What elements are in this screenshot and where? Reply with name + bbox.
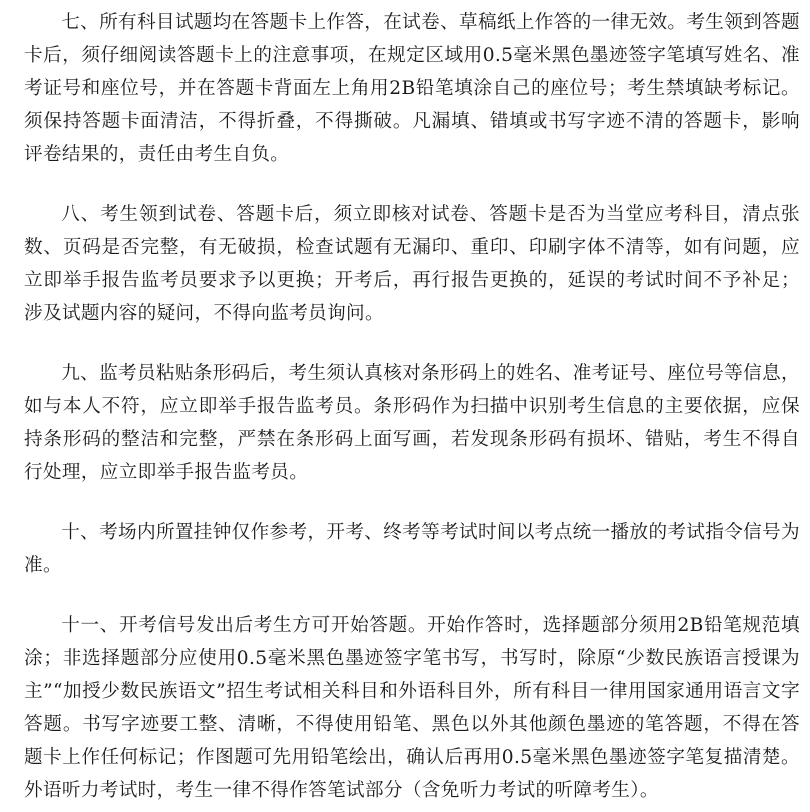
rule-paragraph-10: 十、考场内所置挂钟仅作参考，开考、终考等考试时间以考点统一播放的考试指令信号为准。	[24, 522, 800, 576]
rule-paragraph-9: 九、监考员粘贴条形码后，考生须认真核对条形码上的姓名、准考证号、座位号等信息，如与本人不符，应立即举手报告监考员。条形码作为扫描中识别考生信息的主要依据，应保持条形码的整洁和完整，严禁在条形码上面写画，若发现条形码有损坏、错贴，考生不得自行处理，应立即举手报告监考员。	[24, 363, 800, 483]
rule-paragraph-8: 八、考生领到试卷、答题卡后，须立即核对试卷、答题卡是否为当堂应考科目，清点张数、页码是否完整，有无破损，检查试题有无漏印、重印、印刷字体不清等，如有问题，应立即举手报告监考员要求予以更换；开考后，再行报告更换的，延误的考试时间不予补足；涉及试题内容的疑问，不得向监考员询问。	[24, 204, 800, 324]
rule-paragraph-7: 七、所有科目试题均在答题卡上作答，在试卷、草稿纸上作答的一律无效。考生领到答题卡后，须仔细阅读答题卡上的注意事项，在规定区域用0.5毫米黑色墨迹签字笔填写姓名、准考证号和座位号，并在答题卡背面左上角用2B铅笔填涂自己的座位号；考生禁填缺考标记。须保持答题卡面清洁，不得折叠，不得撕破。凡漏填、错填或书写字迹不清的答题卡，影响评卷结果的，责任由考生自负。	[24, 12, 800, 165]
rule-paragraph-11: 十一、开考信号发出后考生方可开始答题。开始作答时，选择题部分须用2B铅笔规范填涂；非选择题部分应使用0.5毫米黑色墨迹签字笔书写，书写时，除原“少数民族语言授课为主”“加授少数民族语文”招生考试相关科目和外语科目外，所有科目一律用国家通用语言文字答题。书写字迹要工整、清晰，不得使用铅笔、黑色以外其他颜色墨迹的笔答题，不得在答题卡上作任何标记；作图题可先用铅笔绘出，确认后再用0.5毫米黑色墨迹签字笔复描清楚。外语听力考试时，考生一律不得作答笔试部分（含免听力考试的听障考生）。	[24, 615, 800, 801]
